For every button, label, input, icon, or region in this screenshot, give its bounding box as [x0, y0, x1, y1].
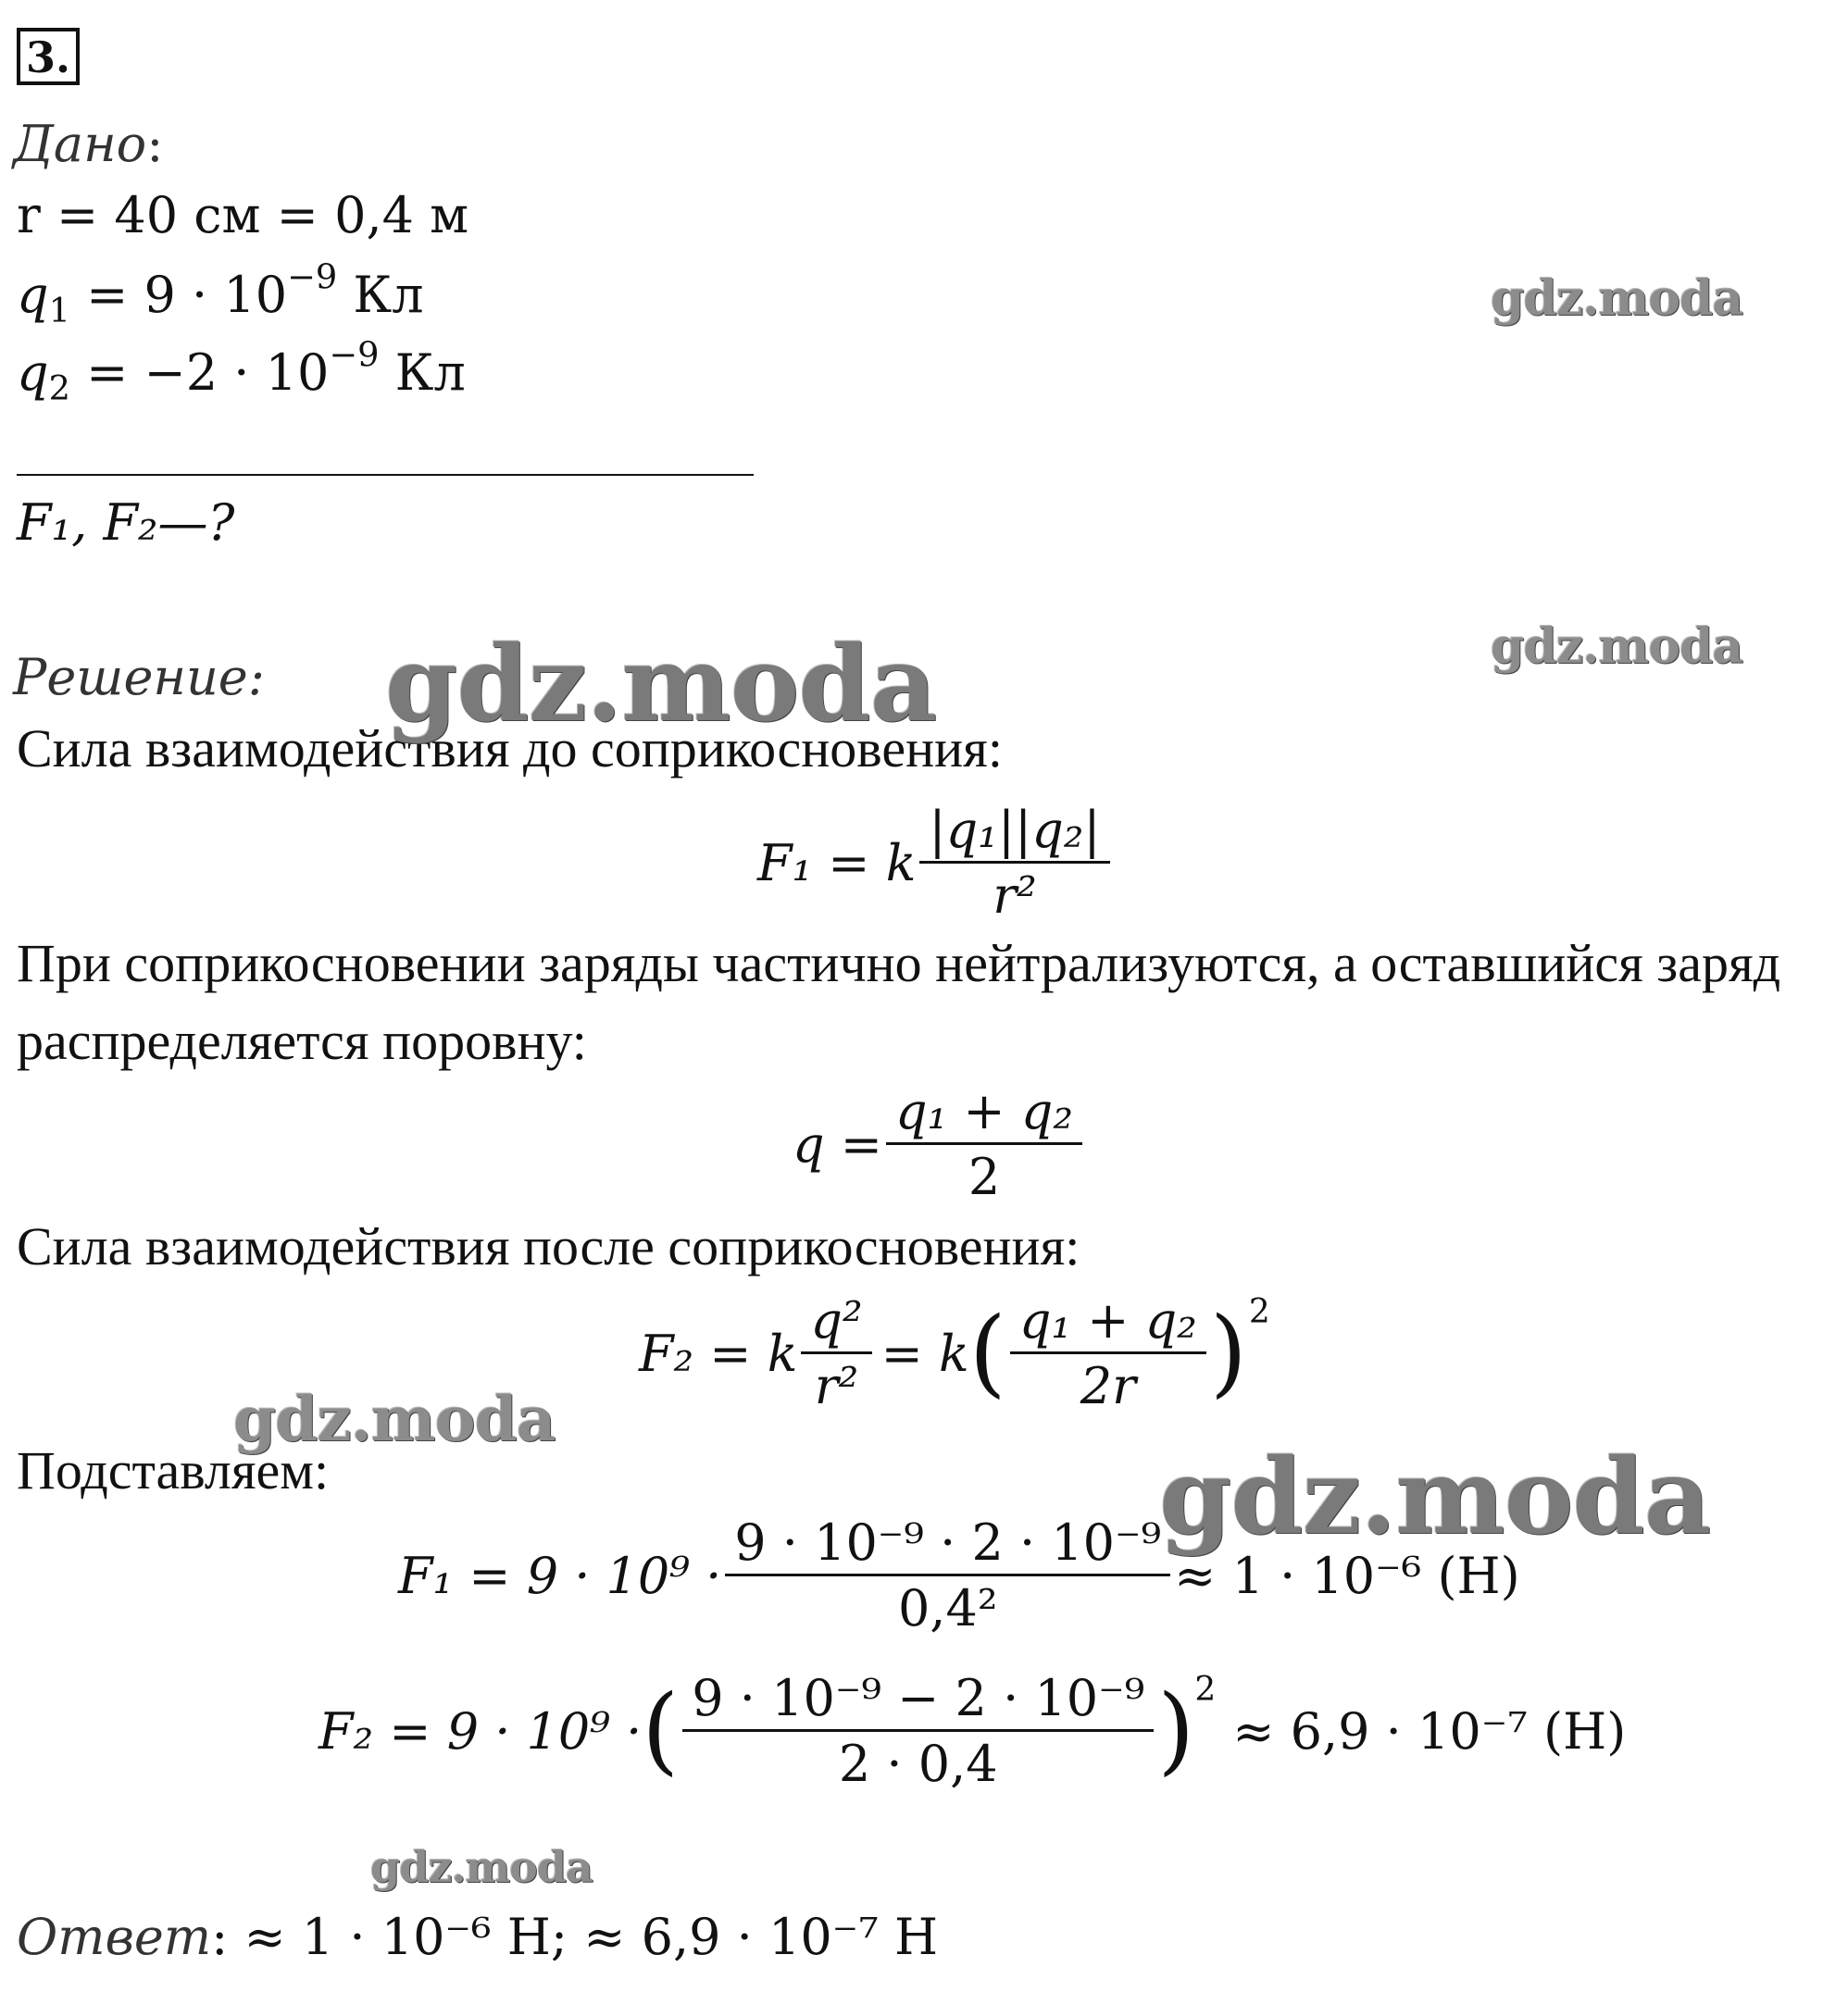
watermark-6: gdz.moda	[370, 1842, 593, 1892]
q1-symbol: q	[17, 266, 49, 324]
find-line: F₁, F₂—?	[17, 493, 235, 552]
given-heading-colon: :	[146, 115, 164, 173]
q2-symbol: q	[17, 343, 49, 402]
f2-numerator-2: q₁ + q₂	[1010, 1296, 1206, 1354]
calc-f2	[318, 1669, 1627, 1793]
watermark-5: gdz.moda	[1159, 1437, 1711, 1558]
text-contact-2: распределяется поровну:	[17, 1011, 587, 1071]
given-heading	[13, 115, 163, 173]
f2-denominator-1: r²	[814, 1357, 859, 1415]
f2-lhs: F₂ = k	[639, 1324, 798, 1383]
watermark-1: gdz.moda	[1491, 270, 1743, 327]
q2-value: = −2 · 10	[69, 343, 330, 402]
calc1-rhs: ≈ 1 · 10⁻⁶ (H)	[1174, 1546, 1520, 1605]
q-fraction	[886, 1082, 1082, 1206]
calc1-numerator: 9 · 10⁻⁹ · 2 · 10⁻⁹	[725, 1518, 1170, 1576]
text-before-contact: Сила взаимодействия до соприкосновения:	[17, 718, 1003, 778]
q1-unit: Кл	[337, 266, 424, 324]
calc1-lhs: F₁ = 9 · 10⁹ ·	[398, 1546, 722, 1605]
q2-exponent: −9	[329, 334, 380, 375]
calc2-exponent: 2	[1194, 1671, 1217, 1709]
given-divider	[17, 474, 754, 476]
f1-denominator: r²	[993, 866, 1037, 925]
text-substitute: Подставляем:	[17, 1440, 330, 1500]
f2-numerator-1: q²	[801, 1296, 871, 1354]
f2-mid: = k	[880, 1324, 969, 1383]
q-numerator: q₁ + q₂	[886, 1087, 1082, 1145]
given-q1	[17, 256, 424, 331]
calc2-denominator: 2 · 0,4	[838, 1735, 998, 1793]
watermark-3: gdz.moda	[385, 624, 937, 745]
q-lhs: q =	[793, 1114, 882, 1174]
answer-label: Ответ	[17, 1908, 212, 1966]
q2-subscript: 2	[48, 368, 70, 409]
calc1-denominator: 0,4²	[897, 1579, 998, 1637]
given-r: r = 40 см = 0,4 м	[17, 186, 469, 244]
f1-lhs: F₁ = k	[757, 833, 917, 892]
f2-denominator-2: 2r	[1080, 1357, 1136, 1415]
solution-heading: Решение:	[13, 648, 265, 706]
given-q2	[17, 334, 466, 409]
given-heading-text: Дано	[13, 115, 147, 173]
q-denominator: 2	[968, 1148, 1001, 1206]
f1-numerator: |q₁||q₂|	[919, 805, 1109, 864]
calc2-lhs: F₂ = 9 · 10⁹ ·	[318, 1701, 643, 1761]
problem-number: 3.	[17, 28, 80, 85]
calc2-right-paren: )	[1157, 1675, 1195, 1787]
formula-q	[793, 1082, 1086, 1206]
calc2-rhs: ≈ 6,9 · 10⁻⁷ (H)	[1232, 1701, 1627, 1761]
text-contact-1: При соприкосновении заряды частично нейтрализуются, а оставшийся заряд	[17, 933, 1781, 993]
f1-fraction	[919, 801, 1109, 925]
watermark-4: gdz.moda	[233, 1383, 556, 1455]
calc2-left-paren: (	[642, 1675, 680, 1787]
text-after-contact: Сила взаимодействия после соприкосновения:	[17, 1216, 1080, 1276]
f2-right-paren: )	[1209, 1298, 1247, 1409]
watermark-2: gdz.moda	[1491, 618, 1743, 675]
answer-colon: :	[211, 1908, 229, 1966]
f2-left-paren: (	[968, 1298, 1006, 1409]
q1-exponent: −9	[287, 256, 338, 297]
calc2-fraction	[682, 1669, 1154, 1793]
calc2-numerator: 9 · 10⁻⁹ − 2 · 10⁻⁹	[682, 1674, 1154, 1732]
answer-line	[17, 1908, 939, 1966]
f2-exponent: 2	[1248, 1293, 1270, 1331]
q1-value: = 9 · 10	[69, 266, 288, 324]
q1-subscript: 1	[48, 291, 70, 331]
f2-fraction-2	[1010, 1291, 1206, 1415]
calc1-fraction	[725, 1513, 1170, 1637]
formula-f2	[639, 1291, 1270, 1415]
q2-unit: Кл	[379, 343, 466, 402]
f2-fraction-1	[801, 1291, 871, 1415]
formula-f1	[757, 801, 1114, 925]
answer-value: ≈ 1 · 10⁻⁶ Н; ≈ 6,9 · 10⁻⁷ Н	[228, 1908, 939, 1966]
